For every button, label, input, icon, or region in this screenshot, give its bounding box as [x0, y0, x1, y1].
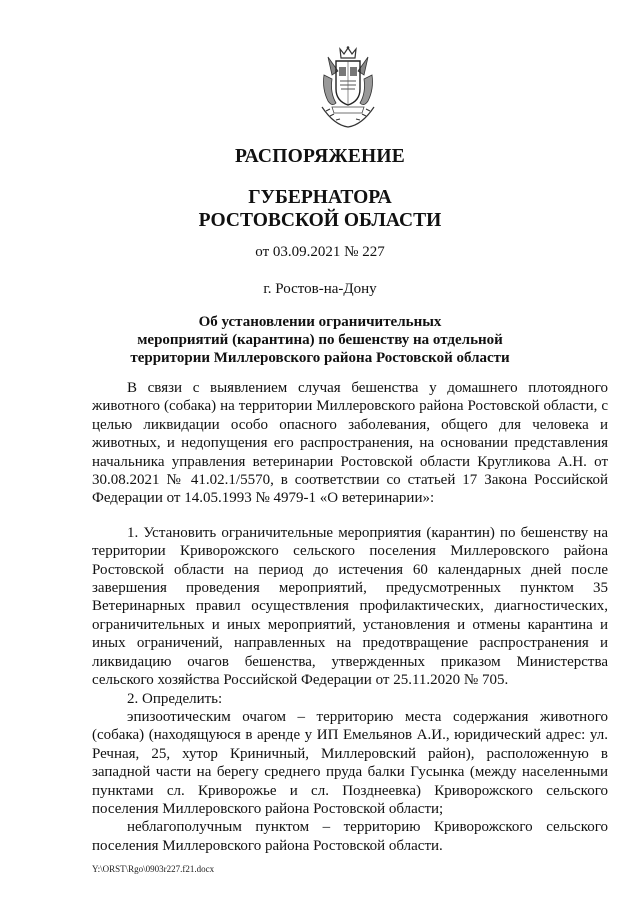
subject-line-3: территории Миллеровского района Ростовской области — [130, 350, 510, 366]
clause-2-epizootic-focus: эпизоотическим очагом – территорию места содержания животного (собака) (находящуюся в аренде у ИП Емельянов А.И., юридический адрес: ул. Речная, 25, хутор Криничный, Миллеровский район), расположенную в западной части на берегу среднего пруда балки Гусынка (между населенными пунктами сл. Криворожье и сл. Позднеевка) Криворожского сельского поселения Миллеровского района Ростовской области; — [92, 708, 608, 817]
document-subject — [0, 313, 640, 367]
issuer-title — [0, 186, 640, 232]
document-city: г. Ростов-на-Дону — [263, 281, 377, 297]
clause-1-paragraph: 1. Установить ограничительные мероприятия (карантин) по бешенству на территории Криворожского сельского поселения Миллеровского района Ростовской области на период до истечения 60 календарных дней после завершения проведения мероприятий, предусмотренных пунктом 35 Ветеринарных правил осуществления профилактических, диагностических, ограничительных и иных мероприятий, установления и отмены карантина и иных ограничений, направленных на предотвращение распространения и ликвидацию очагов бешенства, утвержденных приказом Министерства сельского хозяйства Российской Федерации от 25.11.2020 № 705. — [92, 524, 608, 689]
clause-2-paragraph: 2. Определить: — [127, 690, 223, 707]
document-body — [92, 379, 608, 855]
document-title: РАСПОРЯЖЕНИЕ — [235, 146, 405, 167]
subject-line-1: Об установлении ограничительных — [198, 314, 442, 330]
issuer-line-1: ГУБЕРНАТОРА — [248, 187, 392, 208]
document-date-number: от 03.09.2021 № 227 — [255, 244, 385, 260]
issuer-line-2: РОСТОВСКОЙ ОБЛАСТИ — [198, 210, 442, 231]
subject-line-2: мероприятий (карантина) по бешенству на отдельной — [137, 332, 503, 348]
file-path-footer: Y:\ORST\Rgo\0903r227.f21.docx — [92, 864, 215, 874]
preamble-paragraph: В связи с выявлением случая бешенства у домашнего плотоядного животного (собака) на территории Миллеровского района Ростовской области, с целью ликвидации особо опасного заболевания, общего для человека и животных, и недопущения его распространения, на основании представления начальника управления ветеринарии Ростовской области Кругликова А.Н. от 30.08.2021 № 41.02.1/5570, в соответствии со статьей 17 Закона Российской Федерации от 14.05.1993 № 4979-1 «О ветеринарии»: — [92, 380, 608, 507]
rostov-oblast-coat-of-arms-icon — [314, 45, 382, 131]
clause-2-unfavorable-point: неблагополучным пунктом – территорию Криворожского сельского поселения Миллеровского района Ростовской области. — [92, 819, 608, 854]
